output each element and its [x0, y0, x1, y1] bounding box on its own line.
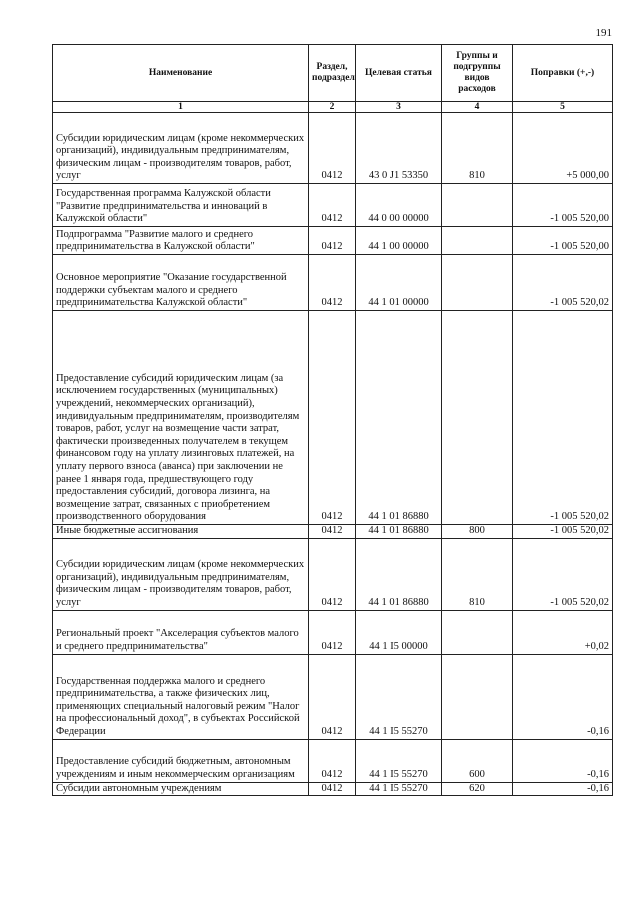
row-target: 44 1 01 00000	[356, 255, 442, 311]
row-section: 0412	[309, 782, 356, 796]
row-group: 800	[442, 525, 513, 539]
page-number: 191	[595, 27, 612, 39]
header-name: Наименование	[53, 45, 309, 102]
table-row	[53, 538, 613, 610]
row-amount: -1 005 520,00	[513, 184, 613, 227]
header-section: Раздел, подраздел	[309, 45, 356, 102]
row-name: Государственная поддержка малого и среднего предпринимательства, а также физических лиц, применяющих специальный налоговый режим "Налог на профессиональный доход", в субъектах Российской Федерации	[53, 654, 309, 739]
row-name: Предоставление субсидий бюджетным, автономным учреждениям и иным некоммерческим организациям	[53, 739, 309, 782]
row-group: 620	[442, 782, 513, 796]
row-amount: -0,16	[513, 739, 613, 782]
row-target: 44 1 I5 55270	[356, 739, 442, 782]
row-amount: -1 005 520,02	[513, 538, 613, 610]
row-section: 0412	[309, 538, 356, 610]
row-amount: -0,16	[513, 782, 613, 796]
row-section: 0412	[309, 255, 356, 311]
row-group	[442, 610, 513, 654]
column-number: 2	[309, 102, 356, 113]
table-row	[53, 654, 613, 739]
row-name: Субсидии юридическим лицам (кроме некоммерческих организаций), индивидуальным предпринимателям, физическим лицам - производителям товаров, работ, услуг	[53, 113, 309, 184]
row-section: 0412	[309, 739, 356, 782]
row-name: Региональный проект "Акселерация субъектов малого и среднего предпринимательства"	[53, 610, 309, 654]
table-row	[53, 610, 613, 654]
row-amount: -1 005 520,02	[513, 255, 613, 311]
row-target: 44 1 01 86880	[356, 538, 442, 610]
row-amount: -1 005 520,02	[513, 525, 613, 539]
row-amount: +5 000,00	[513, 113, 613, 184]
row-group	[442, 255, 513, 311]
row-section: 0412	[309, 311, 356, 525]
column-number: 1	[53, 102, 309, 113]
row-group: 810	[442, 538, 513, 610]
row-group: 810	[442, 113, 513, 184]
row-amount: +0,02	[513, 610, 613, 654]
row-target: 44 1 I5 55270	[356, 654, 442, 739]
row-name: Подпрограмма "Развитие малого и среднего предпринимательства в Калужской области"	[53, 227, 309, 255]
table-row	[53, 184, 613, 227]
row-group	[442, 227, 513, 255]
header-amendments: Поправки (+,-)	[513, 45, 613, 102]
row-section: 0412	[309, 654, 356, 739]
row-target: 44 1 I5 00000	[356, 610, 442, 654]
table-row	[53, 311, 613, 525]
header-target: Целевая статья	[356, 45, 442, 102]
row-name: Государственная программа Калужской области "Развитие предпринимательства и инноваций в Калужской области"	[53, 184, 309, 227]
row-amount: -0,16	[513, 654, 613, 739]
budget-amendments-table	[52, 44, 613, 796]
table-row	[53, 739, 613, 782]
row-target: 44 1 I5 55270	[356, 782, 442, 796]
row-section: 0412	[309, 525, 356, 539]
row-amount: -1 005 520,00	[513, 227, 613, 255]
row-name: Иные бюджетные ассигнования	[53, 525, 309, 539]
row-section: 0412	[309, 227, 356, 255]
row-target: 44 1 01 86880	[356, 311, 442, 525]
row-name: Предоставление субсидий юридическим лицам (за исключением государственных (муниципальных) учреждений, некоммерческих организаций), индивидуальным предпринимателям, производителям товаров, работ, услуг на возмещение части затрат, фактически произведенных получателем в текущем финансовом году на уплату лизинговых платежей, на уплату первого взноса (аванса) при заключении не ранее 1 января года, предшествующего году предоставления субсидий, договора лизинга, на возмещение затрат, связанных с приобретением производственного оборудования	[53, 311, 309, 525]
table-row	[53, 782, 613, 796]
row-target: 43 0 J1 53350	[356, 113, 442, 184]
row-target: 44 1 00 00000	[356, 227, 442, 255]
column-number: 3	[356, 102, 442, 113]
row-amount: -1 005 520,02	[513, 311, 613, 525]
table-row	[53, 113, 613, 184]
table-row	[53, 525, 613, 539]
column-number: 4	[442, 102, 513, 113]
row-group	[442, 311, 513, 525]
row-target: 44 0 00 00000	[356, 184, 442, 227]
header-groups: Группы и подгруппы видов расходов	[442, 45, 513, 102]
row-section: 0412	[309, 184, 356, 227]
row-group	[442, 184, 513, 227]
row-name: Субсидии автономным учреждениям	[53, 782, 309, 796]
table-row	[53, 227, 613, 255]
column-number: 5	[513, 102, 613, 113]
table-row	[53, 255, 613, 311]
row-group	[442, 654, 513, 739]
row-target: 44 1 01 86880	[356, 525, 442, 539]
row-name: Основное мероприятие "Оказание государственной поддержки субъектам малого и среднего предпринимательства Калужской области"	[53, 255, 309, 311]
row-section: 0412	[309, 610, 356, 654]
row-group: 600	[442, 739, 513, 782]
row-section: 0412	[309, 113, 356, 184]
row-name: Субсидии юридическим лицам (кроме некоммерческих организаций), индивидуальным предпринимателям, физическим лицам - производителям товаров, работ, услуг	[53, 538, 309, 610]
